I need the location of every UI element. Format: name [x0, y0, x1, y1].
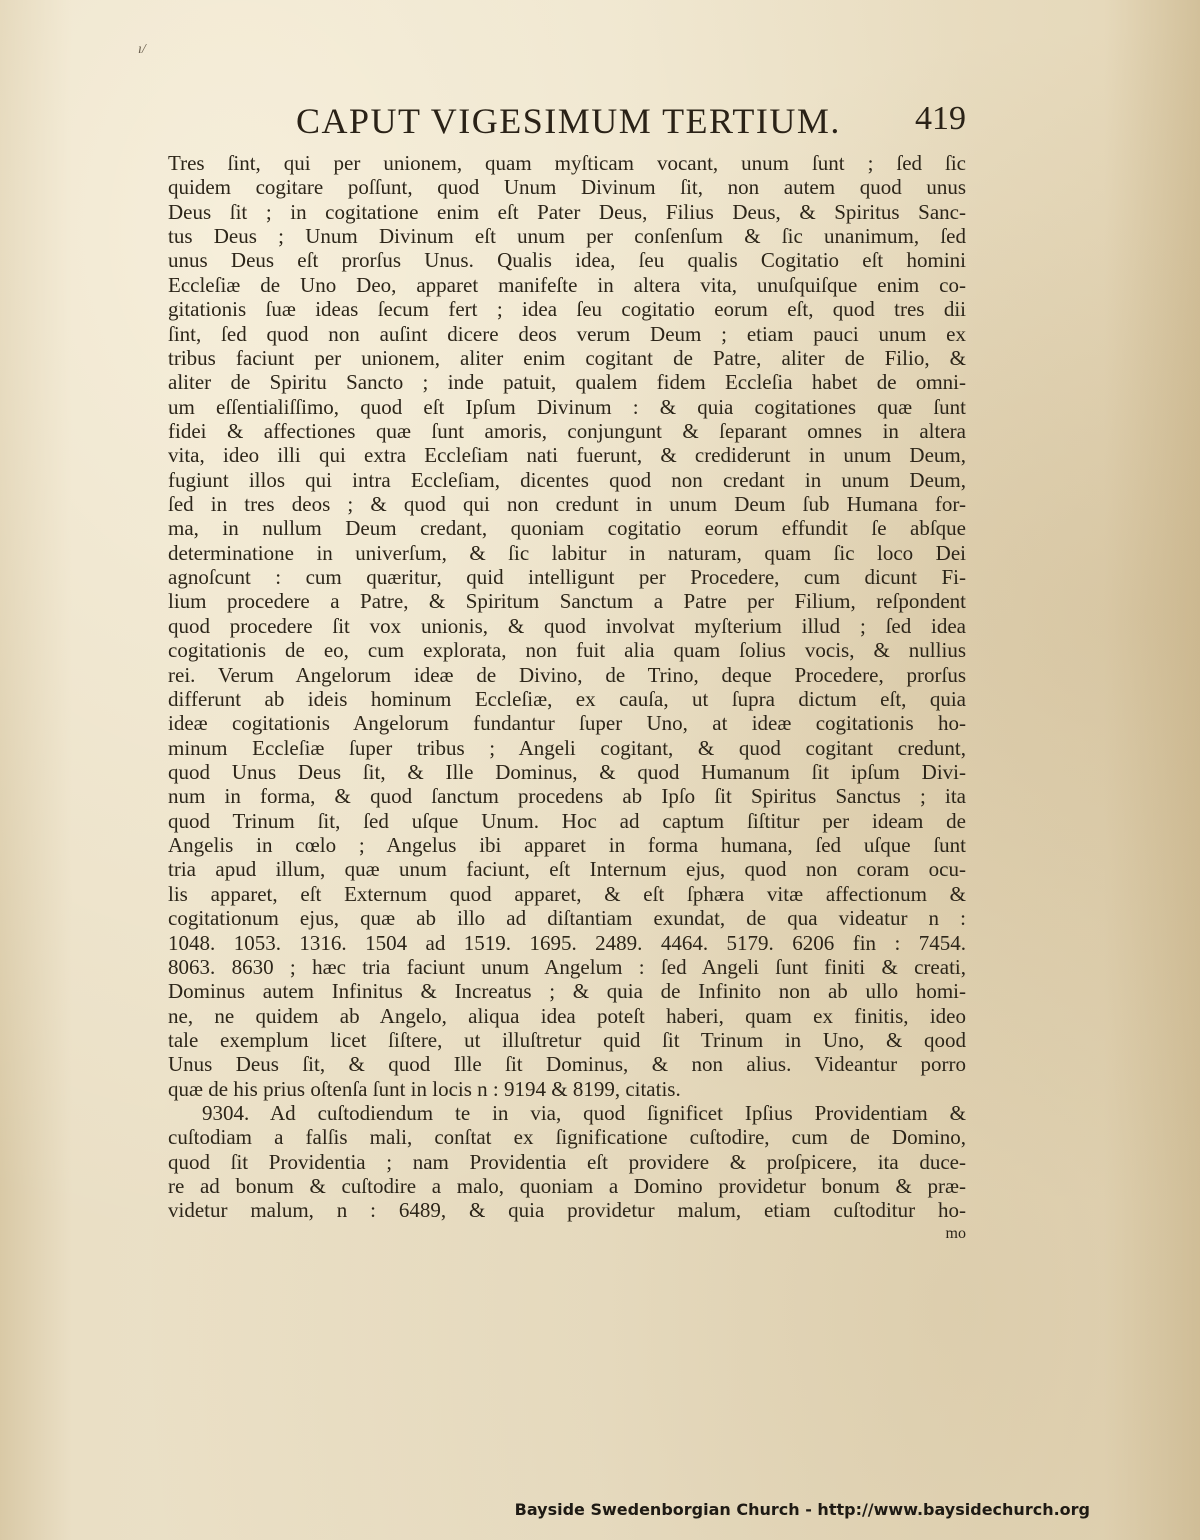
text-line: unus Deus eſt prorſus Unus. Qualis idea, ſeu qualis Cogitatio eſt homini: [168, 248, 966, 273]
text-line: 8063. 8630 ; hæc tria faciunt unum Angelum : ſed Angeli ſunt finiti & creati,: [168, 954, 966, 979]
catchword: mo: [945, 1224, 966, 1242]
paragraph-start-line: 9304. Ad cuſtodiendum te in via, quod ſignificet Ipſius Providentiam &: [202, 1101, 966, 1126]
text-line: lium procedere a Patre, & Spiritum Sanctum a Patre per Filium, reſpondent: [168, 589, 966, 614]
text-line: aliter de Spiritu Sancto ; inde patuit, qualem fidem Eccleſia habet de omni-: [168, 370, 966, 395]
text-line: re ad bonum & cuſtodire a malo, quoniam a Domino providetur bonum & præ-: [168, 1174, 966, 1199]
text-line: tria apud illum, quæ unum faciunt, eſt Internum ejus, quod non coram ocu-: [168, 857, 966, 882]
text-line: quod procedere ſit vox unionis, & quod involvat myſterium illud ; ſed idea: [168, 613, 966, 638]
text-line: quæ de his prius oſtenſa ſunt in locis n : 9194 & 8199, citatis.: [168, 1076, 681, 1101]
text-line: um eſſentialiſſimo, quod eſt Ipſum Divinum : & quia cogitationes quæ ſunt: [168, 394, 966, 419]
text-line: quod Unus Deus ſit, & Ille Dominus, & quod Humanum ſit ipſum Divi-: [168, 759, 966, 784]
text-line: ſint, ſed quod non auſint dicere deos verum Deum ; etiam pauci unum ex: [168, 321, 966, 346]
text-line: ſed in tres deos ; & quod qui non credunt in unum Deum ſub Humana for-: [168, 492, 966, 517]
footer-credit: Bayside Swedenborgian Church - http://www.baysidechurch.org: [514, 1500, 1090, 1519]
text-line: tale exemplum licet ſiſtere, ut illuſtretur quid ſit Trinum in Uno, & qood: [168, 1027, 966, 1052]
text-line: ma, in nullum Deum credant, quoniam cogitatio eorum effundit ſe abſque: [168, 516, 966, 541]
text-line: minum Eccleſiæ ſuper tribus ; Angeli cogitant, & quod cogitant credunt,: [168, 735, 966, 760]
text-line: ne, ne quidem ab Angelo, aliqua idea poteſt haberi, quam ex finitis, ideo: [168, 1003, 966, 1028]
text-line: ideæ cogitationis Angelorum fundantur ſuper Uno, at ideæ cogitationis ho-: [168, 711, 966, 736]
text-line: cogitationum ejus, quæ ab illo ad diſtantiam exundat, de qua videatur n :: [168, 906, 966, 931]
page-number: 419: [915, 100, 966, 137]
text-line: Tres ſint, qui per unionem, quam myſticam vocant, unum ſunt ; ſed ſic: [168, 151, 966, 175]
text-line: gitationis ſuæ ideas ſecum fert ; idea ſeu cogitatio eorum eſt, quod tres dii: [168, 297, 966, 322]
text-line: num in forma, & quod ſanctum procedens ab Ipſo ſit Spiritus Sanctus ; ita: [168, 784, 966, 809]
text-line: fugiunt illos qui intra Eccleſiam, dicentes quod non credant in unum Deum,: [168, 467, 966, 492]
body-text: [168, 151, 966, 1245]
show-through-bleed: [180, 1298, 960, 1338]
text-line: lis apparet, eſt Externum quod apparet, & eſt ſphæra vitæ affectionum &: [168, 881, 966, 906]
text-line: cogitationis de eo, cum explorata, non fuit alia quam ſolius vocis, & nullius: [168, 638, 966, 663]
text-line: Eccleſiæ de Uno Deo, apparet manifeſte in altera vita, unuſquiſque enim co-: [168, 272, 966, 297]
text-line: rei. Verum Angelorum ideæ de Divino, de Trino, deque Procedere, prorſus: [168, 662, 966, 687]
text-line: cuſtodiam a falſis mali, conſtat ex ſignificatione cuſtodire, cum de Domino,: [168, 1125, 966, 1150]
text-line: tus Deus ; Unum Divinum eſt unum per conſenſum & ſic unanimum, ſed: [168, 224, 966, 249]
text-line: agnoſcunt : cum quæritur, quid intelligunt per Procedere, cum dicunt Fi-: [168, 565, 966, 590]
text-line: vita, ideo illi qui extra Eccleſiam nati fuerunt, & crediderunt in unum Deum,: [168, 443, 966, 468]
text-line: Dominus autem Infinitus & Increatus ; & quia de Infinito non ab ullo homi-: [168, 979, 966, 1004]
text-line: 1048. 1053. 1316. 1504 ad 1519. 1695. 2489. 4464. 5179. 6206 fin : 7454.: [168, 930, 966, 955]
text-line: videtur malum, n : 6489, & quia providetur malum, etiam cuſtoditur ho-: [168, 1198, 966, 1223]
text-line: quidem cogitare poſſunt, quod Unum Divinum ſit, non autem quod unus: [168, 175, 966, 200]
text-line: Angelis in cœlo ; Angelus ibi apparet in forma humana, ſed uſque ſunt: [168, 833, 966, 858]
running-head: [168, 100, 966, 150]
text-line: determinatione in univerſum, & ſic labitur in naturam, quam ſic loco Dei: [168, 540, 966, 565]
text-line: tribus faciunt per unionem, aliter enim cogitant de Patre, aliter de Filio, &: [168, 345, 966, 370]
text-line: quod ſit Providentia ; nam Providentia eſt providere & proſpicere, ita duce-: [168, 1149, 966, 1174]
text-line: fidei & affectiones quæ ſunt amoris, conjungunt & ſeparant omnes in altera: [168, 418, 966, 443]
text-line: differunt ab ideis hominum Eccleſiæ, ex cauſa, ut ſupra dictum eſt, quia: [168, 686, 966, 711]
running-title: CAPUT VIGESIMUM TERTIUM.: [296, 101, 841, 141]
corner-mark: ı/: [138, 42, 146, 57]
text-line: quod Trinum ſit, ſed uſque Unum. Hoc ad captum ſiſtitur per ideam de: [168, 808, 966, 833]
text-line: Deus ſit ; in cogitatione enim eſt Pater Deus, Filius Deus, & Spiritus Sanc-: [168, 199, 966, 224]
text-line: Unus Deus ſit, & quod Ille ſit Dominus, & non alius. Videantur porro: [168, 1052, 966, 1077]
